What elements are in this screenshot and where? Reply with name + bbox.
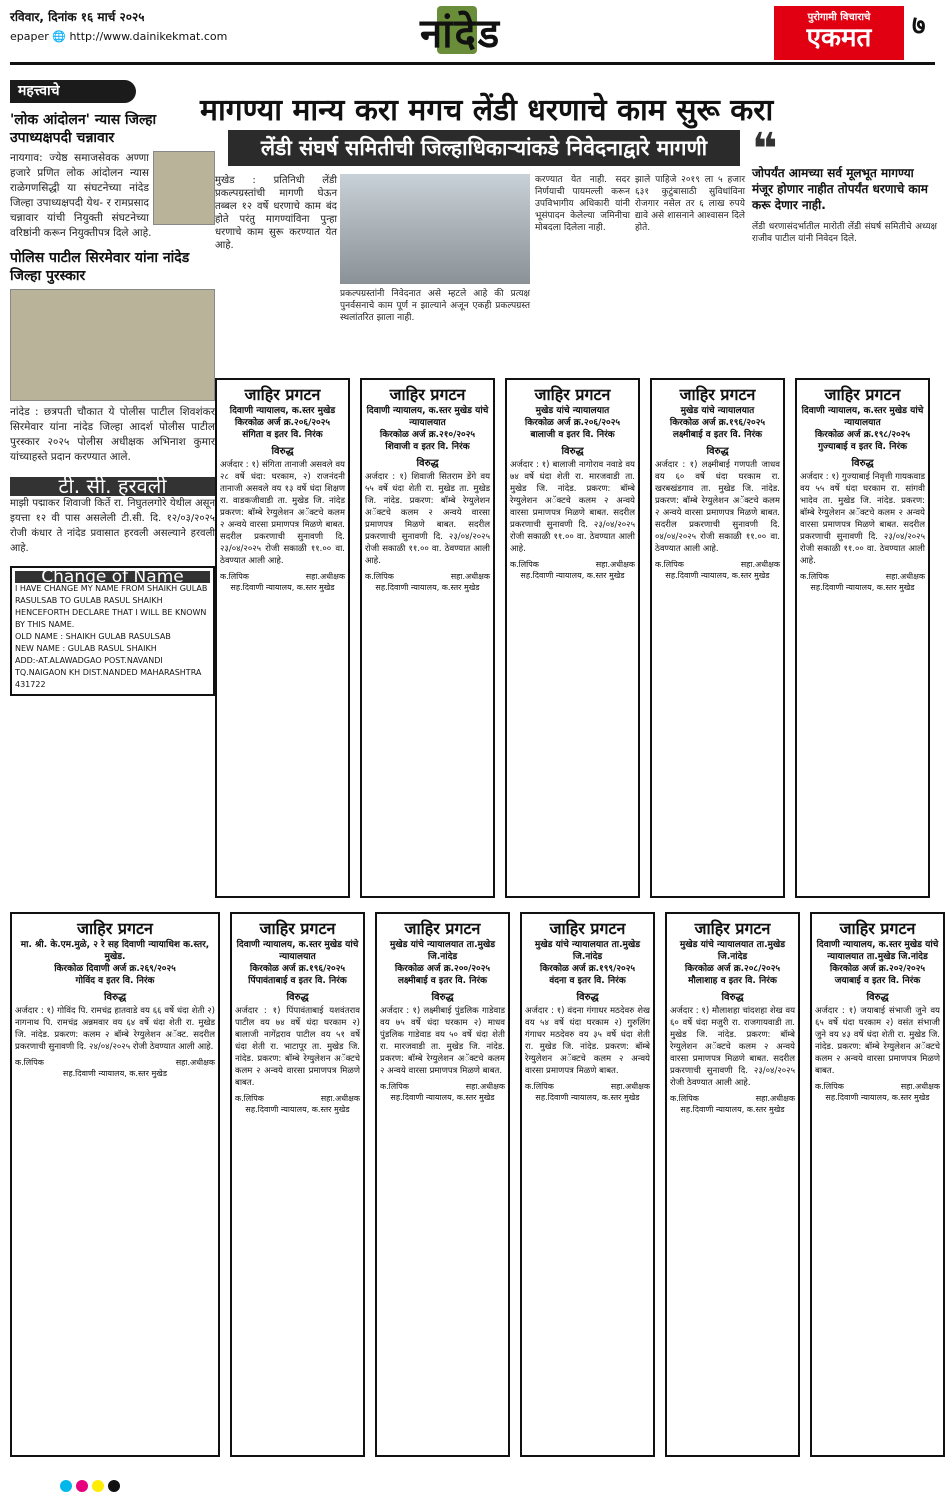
- notice-case: किरकोळ अर्ज क्र.१९८/२०२५: [814, 430, 911, 440]
- notice-parties: शिवाजी व इतर वि. निरंक: [385, 442, 470, 452]
- header-rule: [10, 62, 935, 65]
- legal-notice: [650, 378, 785, 898]
- superintendent-signature: सहा.अधीक्षक: [755, 1094, 795, 1103]
- clerk-signature: क.लिपिक: [815, 1082, 844, 1091]
- change-title: Change of Name: [15, 571, 210, 583]
- old-name: OLD NAME : SHAIKH GULAB RASULSAB: [15, 632, 171, 641]
- legal-notice: [375, 912, 510, 1457]
- superintendent-signature: सहा.अधीक्षक: [595, 560, 635, 569]
- notice-footer: सह.दिवाणी न्यायालय, क.स्तर मुखेड: [390, 1093, 495, 1102]
- notice-signatures: [15, 1057, 215, 1068]
- notice-body: अर्जदार : १) शिवाजी सितराम डेंगे वय ५५ वर्षे धंदा शेती रा. मुखेड ता. मुखेड जि. नांदेड. प्रकरण: बॉम्बे रेग्युलेशन अॅक्टचे कलम २ अन्वये वारसा प्रमाणपत्र मिळणे बाबत. सदरील प्रकरणाची सुनावणी दि. २३/०४/२०२५ रोजी सकाळी ११.०० वा. ठेवण्यात आली आहे.: [365, 472, 490, 566]
- notice-body: अर्जदार : १) गुज्याबाई निवृत्ती गायकवाड वय ५५ वर्षे धंदा घरकाम रा. सांगवी भादेव ता. मुखेड जि. नांदेड. प्रकरण: बॉम्बे रेग्युलेशन अॅक्टचे कलम २ अन्वये वारसा प्रमाणपत्र मिळणे बाबत. सदरील प्रकरणाची सुनावणी दि. २३/०४/२०२५ रोजी सकाळी ११.०० वा. ठेवण्यात आली आहे.: [800, 472, 925, 566]
- notice-signatures: [365, 571, 490, 582]
- story2-photo: [10, 289, 215, 401]
- notice-body: अर्जदार : १) संगिता तानाजी असवले वय २८ वर्षे धंदा: घरकाम, २) राजनंदनी तानाजी असवले वय १३ वर्षे धंदा शिक्षण रा. वाडकजीवाडी ता. मुखेड जि. नांदेड प्रकरण: बॉम्बे रेग्युलेशन अॅक्टचे कलम २ अन्वये वारसा प्रमाणपत्र मिळणे बाबत. सदरील प्रकरणाची सुनावणी दि. २३/०४/२०२५ रोजी सकाळी ११.०० वा. ठेवण्यात आली आहे.: [220, 460, 345, 566]
- brand-tagline: पुरोगामी विचाराचे: [807, 12, 871, 23]
- notice-signatures: [655, 559, 780, 570]
- superintendent-signature: सहा.अधीक्षक: [450, 572, 490, 581]
- clerk-signature: क.लिपिक: [655, 560, 684, 569]
- notice-against: विरुद्ध: [561, 446, 584, 457]
- lead-col2: [340, 288, 530, 324]
- notice-signatures: [525, 1081, 650, 1092]
- notice-against: विरुद्ध: [431, 992, 454, 1003]
- legal-notice: [10, 912, 220, 1457]
- notice-title: टी. सी. हरवली: [10, 477, 215, 496]
- notice-footer: सह.दिवाणी न्यायालय, क.स्तर मुखेड: [825, 1093, 930, 1102]
- superintendent-signature: सहा.अधीक्षक: [305, 572, 345, 581]
- notice-body: अर्जदार : १) वंदना गंगाधर मठदेवरु शेख वय ५४ वर्षे धंदा घरकाम २) गुरुलिंग गंगाधर मठदेवरु वय ३५ वर्षे धंदा शेती रा. मुखेड जि. नांदेड. प्रकरण: बॉम्बे रेग्युलेशन अॅक्टचे कलम २ अन्वये वारसा प्रमाणपत्र मिळणे बाबत.: [525, 1006, 650, 1076]
- notice-signatures: [510, 559, 635, 570]
- notice-body: अर्जदार : १) बालाजी नागोराव नवाडे वय ७४ वर्षे धंदा शेती रा. मारजवाडी ता. मुखेड जि. नांदेड. प्रकरण: बॉम्बे रेग्युलेशन अॅक्टचे कलम २ अन्वये वारसा प्रमाणपत्र मिळणे बाबत. सदरील प्रकरणाची सुनावणी दि. २३/०४/२०२५ रोजी सकाळी ११.०० वा. ठेवण्यात आली आहे.: [510, 460, 635, 554]
- notice-against: विरुद्ध: [851, 458, 874, 469]
- lead-subhead: लेंडी संघर्ष समितीची जिल्हाधिकाऱ्यांकडे निवेदनाद्वारे मागणी: [228, 130, 740, 166]
- brand-name: एकमत: [806, 23, 872, 53]
- notice-parties: मौलाशाह व इतर वि. निरंक: [688, 976, 777, 986]
- notice-against: विरुद्ध: [706, 446, 729, 457]
- notice-footer: सह.दिवाणी न्यायालय, क.स्तर मुखेड: [62, 1069, 168, 1078]
- notice-case: किरकोळ अर्ज क्र.१९९/२०२५: [539, 964, 636, 974]
- notice-body: अर्जदार : १) गोविंद पि. रामचंद्र हातवाडे वय ६६ वर्षे धंदा शेती २) नागनाथ पि. रामचंद्र अन्नमवार वय ६४ वर्षे धंदा शेती रा. मुखेड जि. नांदेड. प्रकरण: कलम २ बॉम्बे रेग्युलेशन अॅक्ट. सदरील प्रकरणाची सुनावणी दि. २४/०४/२०२५ रोजी ठेवण्यात आली आहे.: [15, 1006, 215, 1052]
- superintendent-signature: सहा.अधीक्षक: [465, 1082, 505, 1091]
- notice-parties: पिंपावंताबाई व इतर वि. निरंक: [248, 976, 347, 986]
- notice-signatures: [670, 1093, 795, 1104]
- notice-case: किरकोळ दिवाणी अर्ज क्र.२६९/२०२५: [54, 964, 176, 974]
- notice-case: किरकोळ अर्ज क्र.२१०/२०२५: [379, 430, 476, 440]
- issue-date: रविवार, दिनांक १६ मार्च २०२५: [10, 10, 145, 24]
- notice-against: विरुद्ध: [576, 992, 599, 1003]
- notice-court: दिवाणी न्यायालय, क.स्तर मुखेड यांचे न्यायालयात ता.मुखेड जि.नांदेड: [816, 940, 939, 962]
- lead-col4-text: झाले पाहिजे २०१९ ला ५ हजार ६३१ कुटुंबासाठी सुविधांविना रोजगार नसेल तर ६ लाख रुपये द्यावे असे शासनाने आश्वासन दिले होते.: [635, 175, 745, 233]
- dam-photo: [340, 174, 530, 284]
- notice-case: किरकोळ अर्ज क्र.१९६/२०२५: [669, 418, 766, 428]
- notice-title: जाहिर प्रगटन: [839, 919, 916, 938]
- notice-against: विरुद्ध: [286, 992, 309, 1003]
- lead-col1: [215, 174, 337, 252]
- notice-signatures: [380, 1081, 505, 1092]
- notice-title: जाहिर प्रगटन: [244, 385, 321, 404]
- change-of-name-box: [10, 566, 215, 696]
- superintendent-signature: सहा.अधीक्षक: [885, 572, 925, 581]
- page-city-title: नांदेड: [420, 11, 502, 57]
- notice-court: मुखेड यांचे न्यायालयात: [680, 406, 755, 416]
- legal-notice: [215, 378, 350, 898]
- notice-against: विरुद्ध: [103, 992, 127, 1003]
- notice-footer: सह.दिवाणी न्यायालय, क.स्तर मुखेड: [245, 1105, 350, 1114]
- story2-body: नांदेड : छत्रपती चौकात ये पोलीस पाटील शिवशंकर सिरमेवार यांना नांदेड जिल्हा आदर्श पोलीस पाटील पुरस्कार २०२५ पोलीस अधीक्षक अभिनाश कुमार यांच्याहस्ते प्रदान करण्यात आले.: [10, 406, 215, 463]
- quote-tail: लेंडी धरणासंदर्भातील मारोती लेंडी संघर्ष समितीचे अध्यक्ष राजीव पाटील यांनी निवेदन दिले.: [752, 222, 937, 244]
- yellow-dot-icon: [92, 1480, 104, 1492]
- clerk-signature: क.लिपिक: [365, 572, 394, 581]
- epaper-link[interactable]: epaper 🌐 http://www.dainikekmat.com: [10, 30, 228, 43]
- notice-signatures: [235, 1093, 360, 1104]
- notice-signatures: [800, 571, 925, 582]
- masthead-logo: [774, 6, 904, 60]
- notice-court: मुखेड यांचे न्यायालयात ता.मुखेड जि.नांदेड: [534, 940, 641, 962]
- clerk-signature: क.लिपिक: [235, 1094, 264, 1103]
- notice-case: किरकोळ अर्ज क्र.२०२/२०२५: [829, 964, 926, 974]
- superintendent-signature: सहा.अधीक्षक: [610, 1082, 650, 1091]
- pull-quote: [752, 124, 937, 245]
- notice-title: जाहिर प्रगटन: [534, 385, 611, 404]
- clerk-signature: क.लिपिक: [380, 1082, 409, 1091]
- lead-headline: मागण्या मान्य करा मगच लेंडी धरणाचे काम सुरू करा: [200, 93, 774, 128]
- notice-footer: सह.दिवाणी न्यायालय, क.स्तर मुखेड: [230, 583, 335, 592]
- notice-case: किरकोळ अर्ज क्र.२०६/२०२५: [524, 418, 621, 428]
- legal-notice: [230, 912, 365, 1457]
- story2-headline: पोलिस पाटील सिरमेवार यांना नांदेड जिल्हा पुरस्कार: [10, 250, 190, 284]
- clerk-signature: क.लिपिक: [510, 560, 539, 569]
- notice-footer: सह.दिवाणी न्यायालय, क.स्तर मुखेड: [535, 1093, 640, 1102]
- notice-court: मुखेड यांचे न्यायालयात ता.मुखेड जि.नांदेड: [389, 940, 496, 962]
- notice-court: मुखेड यांचे न्यायालयात ता.मुखेड जि.नांदेड: [679, 940, 786, 962]
- superintendent-signature: सहा.अधीक्षक: [320, 1094, 360, 1103]
- superintendent-signature: सहा.अधीक्षक: [175, 1058, 215, 1067]
- legal-notice: [360, 378, 495, 898]
- notice-case: किरकोळ अर्ज क्र.२००/२०२५: [394, 964, 491, 974]
- clerk-signature: क.लिपिक: [670, 1094, 699, 1103]
- legal-notice: [665, 912, 800, 1457]
- notice-footer: सह.दिवाणी न्यायालय, क.स्तर मुखेड: [375, 583, 480, 592]
- cyan-dot-icon: [60, 1480, 72, 1492]
- notice-parties: लक्ष्मीबाई व इतर वि. निरंक: [397, 976, 488, 986]
- notice-parties: बालाजी व इतर वि. निरंक: [530, 430, 615, 440]
- notice-footer: सह.दिवाणी न्यायालय, क.स्तर मुखेड: [680, 1105, 785, 1114]
- notice-title: जाहिर प्रगटन: [824, 385, 901, 404]
- notice-court: मुखेड यांचे न्यायालयात: [535, 406, 610, 416]
- notice-body: अर्जदार : १) पिंपावंताबाई यशवंतराव पाटील वय ७४ वर्षे धंदा घरकाम २) बालाजी नागेंद्रराव पाटील वय ५१ वर्षे धंदा शेती रा. भाटापूर ता. मुखेड जि. नांदेड. प्रकरण: बॉम्बे रेग्युलेशन अॅक्टचे कलम २ अन्वये वारसा प्रमाणपत्र मिळणे बाबत.: [235, 1006, 360, 1088]
- page-number: ७: [912, 11, 926, 41]
- notice-body: अर्जदार : १) जयाबाई संभाजी जुने वय ६५ वर्षे धंदा घरकाम २) वसंत संभाजी जुने वय ४३ वर्षे धंदा शेती रा. मुखेड जि. नांदेड. प्रकरण: बॉम्बे रेग्युलेशन अॅक्टचे कलम २ अन्वये वारसा प्रमाणपत्र मिळणे बाबत.: [815, 1006, 940, 1076]
- notice-parties: गुज्याबाई व इतर वि. निरंक: [817, 442, 908, 452]
- superintendent-signature: सहा.अधीक्षक: [900, 1082, 940, 1091]
- notice-body: माझी पद्माकर शिवाजी किर्ते रा. निघुतलगोरे येथील असून इयत्ता १२ वी पास असलेली टी.सी. दि. १२/०३/२०२५ रोजी कंधार ते नांदेड प्रवासात हरवली असल्याने हरवली आहे.: [10, 498, 215, 554]
- notice-body: अर्जदार : १) मौलाशहा चांदशहा शेख वय ६० वर्षे धंदा मजुरी रा. राजगायवाडी ता. मुखेड जि. नांदेड. प्रकरण: बॉम्बे रेग्युलेशन अॅक्टचे कलम २ अन्वये वारसा प्रमाणपत्र मिळणे बाबत. सदरील प्रकरणाची सुनावणी दि. २३/०४/२०२५ रोजी ठेवण्यात आली आहे.: [670, 1006, 795, 1088]
- notice-court: दिवाणी न्यायालय, क.स्तर मुखेड: [229, 406, 336, 416]
- notice-title: जाहिर प्रगटन: [77, 919, 153, 938]
- black-dot-icon: [108, 1480, 120, 1492]
- change-body: I HAVE CHANGE MY NAME FROM SHAIKH GULAB RASULSAB TO GULAB RASUL SHAIKH HENCEFORTH DECLARE THAT I WILL BE KNOWN BY THIS NAME.: [15, 584, 208, 629]
- new-name: NEW NAME : GULAB RASUL SHAIKH: [15, 644, 157, 653]
- notice-parties: संगिता व इतर वि. निरंक: [242, 430, 323, 440]
- notice-title: जाहिर प्रगटन: [404, 919, 481, 938]
- notice-signatures: [220, 571, 345, 582]
- lead-col3: [535, 174, 630, 234]
- notice-title: जाहिर प्रगटन: [549, 919, 626, 938]
- notice-footer: सह.दिवाणी न्यायालय, क.स्तर मुखेड: [665, 571, 770, 580]
- quote-text: जोपर्यंत आमच्या सर्व मूलभूत मागण्या मंजूर होणार नाहीत तोपर्यंत धरणाचे काम करू देणार नाही.: [752, 166, 928, 212]
- story1-headline: 'लोक आंदोलन' न्यास जिल्हा उपाध्यक्षपदी चन्नावार: [10, 112, 157, 146]
- notice-title: जाहिर प्रगटन: [259, 919, 336, 938]
- lead-col2-text: प्रकल्पग्रस्तांनी निवेदनात असे म्हटले आहे की प्रत्यक्ष पुनर्वसनाचे काम पूर्ण न झाल्याने अजून एकही प्रकल्पग्रस्त स्थलांतरित झाला नाही.: [340, 289, 530, 323]
- notice-signatures: [815, 1081, 940, 1092]
- clerk-signature: क.लिपिक: [220, 572, 249, 581]
- notice-parties: वंदना व इतर वि. निरंक: [549, 976, 626, 986]
- notice-parties: जयाबाई व इतर वि. निरंक: [834, 976, 921, 986]
- notice-body: अर्जदार : १) लक्ष्मीबाई गणपती जाधव वय ६० वर्षे धंदा घरकाम रा. खरबखंडगाव ता. मुखेड जि. नांदेड. प्रकरण: बॉम्बे रेग्युलेशन अॅक्टचे कलम २ अन्वये वारसा प्रमाणपत्र मिळणे बाबत. सदरील प्रकरणाची सुनावणी दि. ०४/०४/२०२५ रोजी सकाळी ११.०० वा. ठेवण्यात आली आहे.: [655, 460, 780, 554]
- notice-footer: सह.दिवाणी न्यायालय, क.स्तर मुखेड: [520, 571, 625, 580]
- legal-notice: [810, 912, 945, 1457]
- notice-footer: सह.दिवाणी न्यायालय, क.स्तर मुखेड: [810, 583, 915, 592]
- notice-case: किरकोळ अर्ज क्र.२०६/२०२५: [234, 418, 331, 428]
- notice-court: दिवाणी न्यायालय, क.स्तर मुखेड यांचे न्यायालयात: [801, 406, 924, 428]
- section-label: महत्त्वाचे: [10, 80, 136, 103]
- legal-notice: [520, 912, 655, 1457]
- legal-notice: [505, 378, 640, 898]
- superintendent-signature: सहा.अधीक्षक: [740, 560, 780, 569]
- story1-photo: [153, 151, 215, 225]
- notice-court: दिवाणी न्यायालय, क.स्तर मुखेड यांचे न्यायालयात: [236, 940, 359, 962]
- lead-col3-text: करण्यात येत नाही. सदर निर्णयाची पायमल्ली करून उपविभागीय अधिकारी यांनी भूसंपादन केलेल्या जमिनीचा मोबदला दिलेला नाही.: [535, 175, 630, 233]
- lead-col4: [635, 174, 745, 234]
- notice-parties: गोविंद व इतर वि. निरंक: [75, 976, 155, 986]
- notice-title: जाहिर प्रगटन: [389, 385, 466, 404]
- notice-court: मा. श्री. के.एम.मुळे, २ रे सह दिवाणी न्यायाधिश क.स्तर, मुखेड.: [20, 940, 210, 962]
- magenta-dot-icon: [76, 1480, 88, 1492]
- clerk-signature: क.लिपिक: [15, 1058, 44, 1067]
- story1-body: नायगाव: ज्येष्ठ समाजसेवक अण्णा हजारे प्रणित लोक आंदोलन न्यास राळेगणसिद्धी या संघटनेच्या नांदेड जिल्हा उपाध्यक्षपदी येथ- र रामप्रसाद चन्नावार यांची नियुक्ती संघटनेच्या वरिष्ठांनी करून नियुक्तीपत्र दिले आहे.: [10, 152, 152, 239]
- notice-against: विरुद्ध: [721, 992, 744, 1003]
- notice-against: विरुद्ध: [271, 446, 294, 457]
- notice-title: जाहिर प्रगटन: [694, 919, 771, 938]
- clerk-signature: क.लिपिक: [800, 572, 829, 581]
- notice-against: विरुद्ध: [866, 992, 889, 1003]
- notice-body: अर्जदार : १) लक्ष्मीबाई पुंडलिक गाडेवाड वय ७५ वर्षे धंदा घरकाम २) माधव पुंडलिक गाडेवाड वय ५० वर्षे धंदा शेती रा. मारजवाडी ता. मुखेड जि. नांदेड. प्रकरण: बॉम्बे रेग्युलेशन अॅक्टचे कलम २ अन्वये वारसा प्रमाणपत्र मिळणे बाबत.: [380, 1006, 505, 1076]
- legal-notice: [795, 378, 930, 898]
- notice-case: किरकोळ अर्ज क्र.२०८/२०२५: [684, 964, 781, 974]
- print-color-bar: [60, 1476, 940, 1496]
- notice-case: किरकोळ अर्ज क्र.१९६/२०२५: [249, 964, 346, 974]
- notice-against: विरुद्ध: [416, 458, 439, 469]
- address: ADD:-AT.ALAWADGAO POST.NAVANDI TQ.NAIGAON KH DIST.NANDED MAHARASHTRA 431722: [15, 656, 202, 689]
- clerk-signature: क.लिपिक: [525, 1082, 554, 1091]
- quote-mark-icon: ❝: [752, 124, 778, 175]
- notice-parties: लक्ष्मीबाई व इतर वि. निरंक: [672, 430, 763, 440]
- notice-title: जाहिर प्रगटन: [679, 385, 756, 404]
- notice-court: दिवाणी न्यायालय, क.स्तर मुखेड यांचे न्यायालयात: [366, 406, 489, 428]
- lead-col1-text: मुखेड : प्रतिनिधी लेंडी प्रकल्पग्रस्तांची मागणी घेऊन तब्बल १२ वर्षे धरणाचे काम बंद होते परंतु मागण्यांविना पुन्हा धरणाचे काम सुरू करण्यात येत आहे.: [215, 175, 337, 251]
